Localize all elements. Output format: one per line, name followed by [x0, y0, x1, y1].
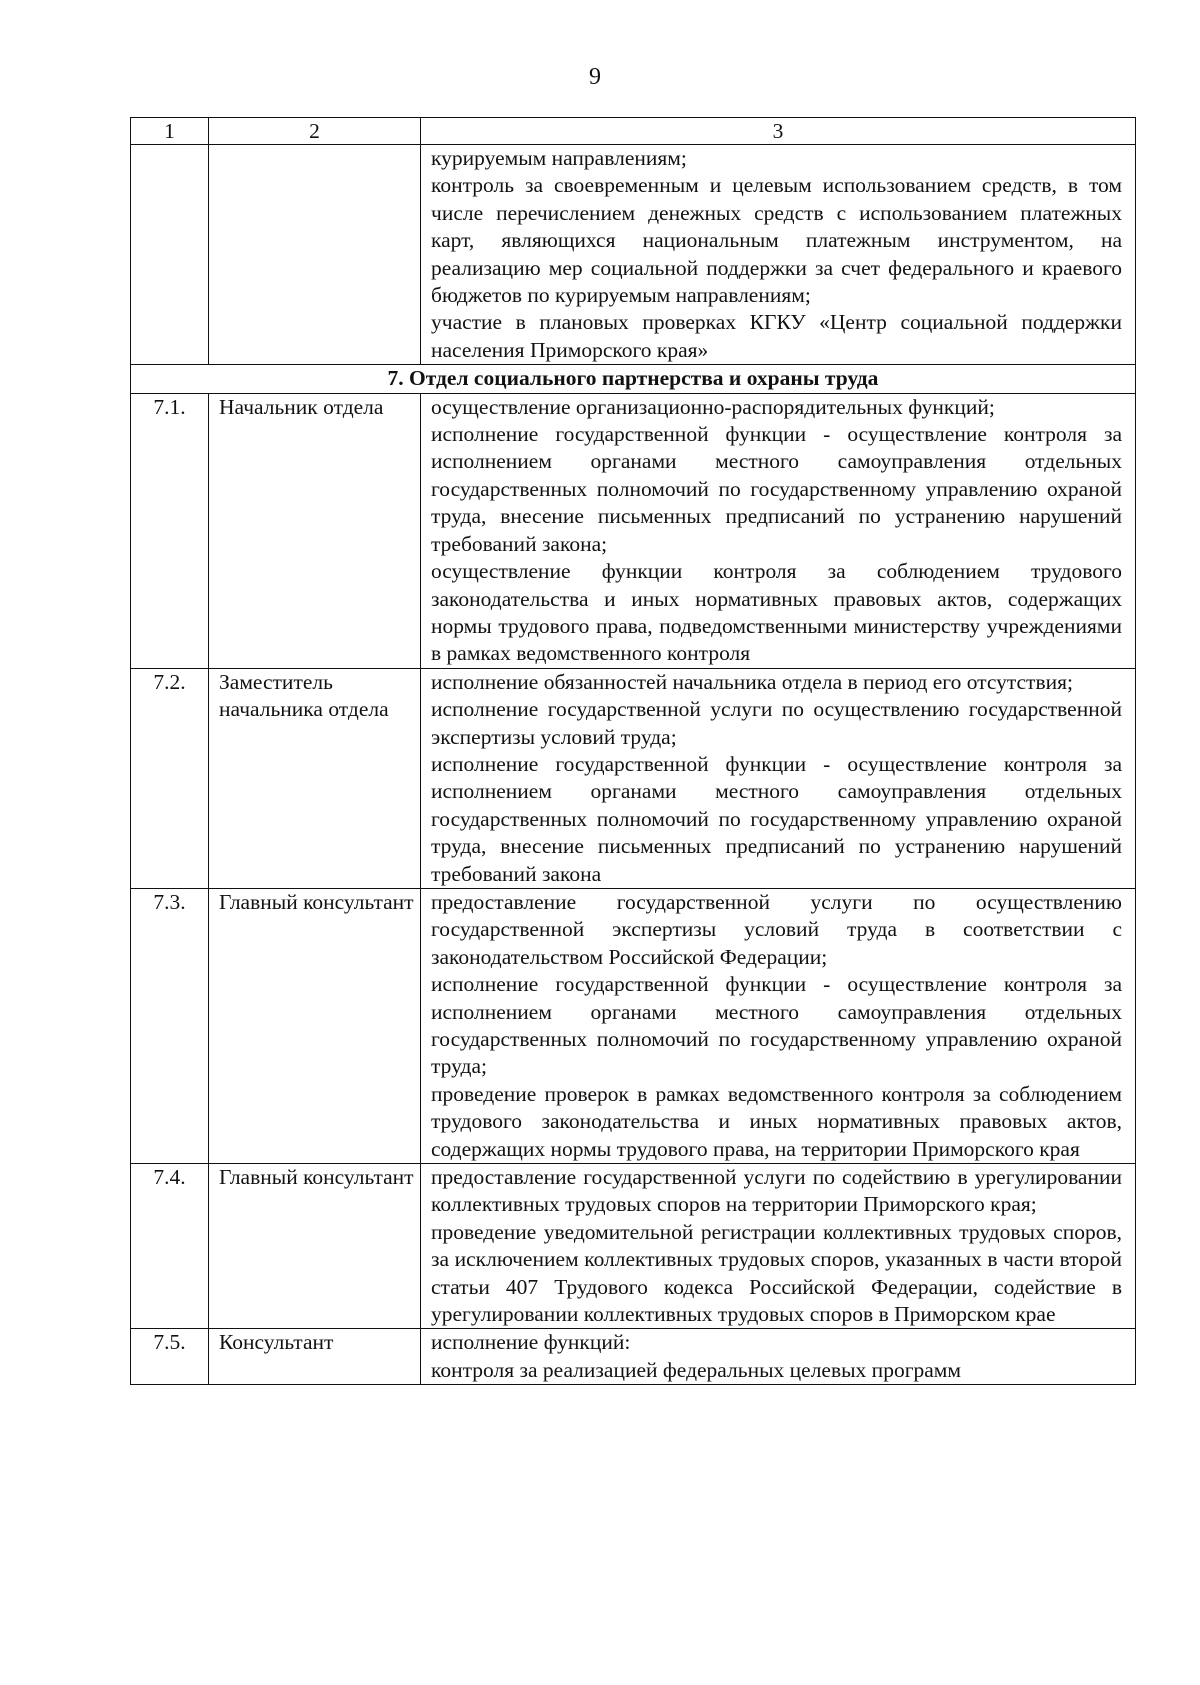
row-number-cell	[131, 145, 209, 365]
section-title: 7. Отдел социального партнерства и охраны труда	[131, 365, 1136, 393]
row-number-cell: 7.3.	[131, 888, 209, 1163]
duty-line: исполнение государственной функции - осуществление контроля за исполнением органами местного самоуправления отдельных государственных полномочий по государственному управлению охраной труда, внесение письменных предписаний по устранению нарушений требований закона;	[431, 422, 1122, 556]
duty-line: предоставление государственной услуги по осуществлению государственной экспертизы условий труда в соответствии с законодательством Российской Федерации;	[431, 889, 1122, 969]
position-cell: Консультант	[209, 1329, 421, 1385]
duties-cell	[421, 1329, 1136, 1385]
position-cell	[209, 145, 421, 365]
table-row	[131, 1164, 1136, 1329]
duty-line: проведение проверок в рамках ведомственного контроля за соблюдением трудового законодательства и иных нормативных правовых актов, содержащих нормы трудового права, на территории Приморского края	[431, 1081, 1122, 1161]
duty-line: участие в плановых проверках КГКУ «Центр социальной поддержки населения Приморского края»	[431, 310, 1122, 362]
table-row	[131, 393, 1136, 668]
duty-line: исполнение функций:	[431, 1330, 631, 1355]
table-row	[131, 1329, 1136, 1385]
page-number: 9	[589, 64, 601, 90]
duty-line: проведение уведомительной регистрации коллективных трудовых споров, за исключением коллективных трудовых споров, указанных в части второй статьи 407 Трудового кодекса Российской Федерации, содействие в урегулировании коллективных трудовых споров в Приморском крае	[431, 1219, 1122, 1327]
header-col-1: 1	[131, 118, 209, 145]
duty-line: исполнение государственной услуги по осуществлению государственной экспертизы условий труда;	[431, 697, 1122, 749]
duties-cell	[421, 1164, 1136, 1329]
position-cell: Начальник отдела	[209, 393, 421, 668]
duty-line: исполнение государственной функции - осуществление контроля за исполнением органами местного самоуправления отдельных государственных полномочий по государственному управлению охраной труда;	[431, 972, 1122, 1079]
header-col-3: 3	[421, 118, 1136, 145]
duties-table	[130, 117, 1136, 1385]
position-cell: Главный консультант	[209, 1164, 421, 1329]
position-cell: Главный консультант	[209, 888, 421, 1163]
row-number-cell: 7.4.	[131, 1164, 209, 1329]
row-number-cell: 7.5.	[131, 1329, 209, 1385]
table-row	[131, 888, 1136, 1163]
duty-line: контроля за реализацией федеральных целевых программ	[431, 1357, 962, 1382]
duties-cell	[421, 393, 1136, 668]
duty-line: осуществление функции контроля за соблюдением трудового законодательства и иных нормативных правовых актов, содержащих нормы трудового права, подведомственными министерству учреждениями в рамках ведомственного контроля	[431, 559, 1122, 666]
duties-cell	[421, 888, 1136, 1163]
table-row	[131, 668, 1136, 888]
section-row	[131, 365, 1136, 393]
row-number-cell: 7.1.	[131, 393, 209, 668]
duty-line: осуществление организационно-распорядительных функций;	[431, 394, 995, 419]
row-number-cell: 7.2.	[131, 668, 209, 888]
duty-line: исполнение обязанностей начальника отдела в период его отсутствия;	[431, 669, 1073, 694]
duty-line: курируемым направлениям;	[431, 146, 687, 170]
duty-line: контроль за своевременным и целевым использованием средств, в том числе перечислением денежных средств с использованием платежных карт, являющихся национальным платежным инструментом, на реализацию мер социальной поддержки за счет федерального и краевого бюджетов по курируемым направлениям;	[431, 173, 1122, 308]
position-cell: Заместитель начальника отдела	[209, 668, 421, 888]
duties-cell	[421, 668, 1136, 888]
duty-line: предоставление государственной услуги по содействию в урегулировании коллективных трудовых споров на территории Приморского края;	[431, 1165, 1122, 1217]
table-row	[131, 145, 1136, 365]
duty-line: исполнение государственной функции - осуществление контроля за исполнением органами местного самоуправления отдельных государственных полномочий по государственному управлению охраной труда, внесение письменных предписаний по устранению нарушений требований закона	[431, 751, 1122, 886]
table-header-row	[131, 118, 1136, 145]
header-col-2: 2	[209, 118, 421, 145]
duties-cell	[421, 145, 1136, 365]
